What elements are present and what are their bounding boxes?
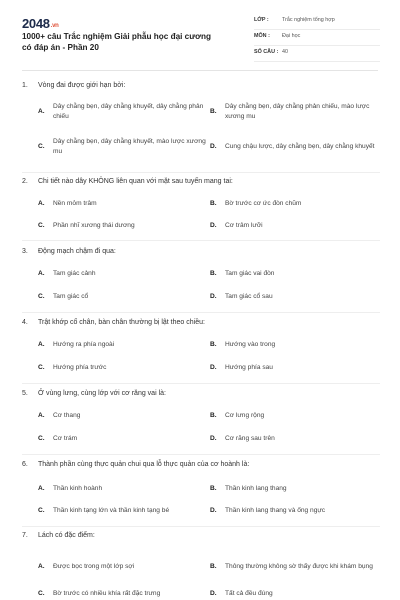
question-text: 2. Chi tiết nào dây KHÔNG liên quan với mặt sau tuyến mang tai: (22, 178, 233, 185)
meta-row-class (254, 14, 380, 30)
question-4 (22, 319, 380, 389)
option-b[interactable]: B. Thông thường không sờ thấy được khi khám bụng (210, 563, 373, 570)
page-header (0, 0, 400, 70)
meta-label: MÔN : (254, 33, 270, 39)
option-a[interactable]: A. Tam giác cảnh (38, 270, 96, 277)
header-divider (22, 70, 378, 71)
logo-main: 2048 (22, 16, 50, 31)
question-divider (22, 312, 380, 313)
meta-value: Trắc nghiệm tổng hợp (282, 17, 335, 23)
option-a[interactable]: A. Cơ thang (38, 412, 81, 419)
option-d[interactable]: D. Cơ răng sau trên (210, 435, 275, 442)
option-c[interactable]: C. Bờ trước có nhiều khía rất đặc trưng (38, 590, 161, 597)
option-c[interactable]: C. Phần nhĩ xương thái dương (38, 222, 135, 229)
option-d[interactable]: D. Tam giác cổ sau (210, 293, 273, 300)
question-6 (22, 461, 380, 531)
option-c[interactable]: C. Tam giác cổ (38, 293, 89, 300)
option-b[interactable]: B. Bờ trước cơ ức đòn chũm (210, 200, 302, 207)
meta-value: Đại học (282, 33, 301, 39)
option-d[interactable]: D. Hướng phía sau (210, 364, 273, 371)
question-1 (22, 82, 380, 178)
question-text: 5. Ở vùng lưng, cùng lớp với cơ răng vai là: (22, 390, 166, 397)
option-b[interactable]: B. Tam giác vai đòn (210, 270, 275, 277)
option-b[interactable]: B. Hướng vào trong (210, 341, 276, 348)
question-text: 7. Lách có đặc điểm: (22, 532, 95, 539)
document-title: 1000+ câu Trắc nghiệm Giải phẫu học đại cương có đáp án - Phần 20 (22, 32, 211, 52)
meta-label: SỐ CÂU : (254, 49, 279, 55)
option-a[interactable]: A. Thần kinh hoành (38, 485, 103, 492)
option-c[interactable]: C. Hướng phía trước (38, 364, 107, 371)
meta-row-count (254, 46, 380, 62)
question-divider (22, 454, 380, 455)
question-2 (22, 178, 380, 248)
question-divider (22, 240, 380, 241)
question-5 (22, 390, 380, 460)
option-c[interactable]: C. Thần kinh tạng lớn và thần kinh tạng bé (38, 507, 170, 514)
option-c[interactable]: C. Dây chằng bẹn, dây chằng khuyết, mào lược xương mu (38, 138, 206, 155)
option-c[interactable]: C. Cơ trám (38, 435, 78, 442)
option-b[interactable]: B. Dây chằng bẹn, dây chằng phản chiếu, mào lược xương mu (210, 103, 370, 120)
question-text: 1. Vòng đai được giới hạn bởi: (22, 82, 126, 89)
option-a[interactable]: A. Hướng ra phía ngoài (38, 341, 115, 348)
option-d[interactable]: D. Cơ trâm lưỡi (210, 222, 263, 229)
meta-label: LỚP : (254, 17, 269, 23)
option-d[interactable]: D. Tất cả đều đúng (210, 590, 273, 597)
option-a[interactable]: A. Dây chằng bẹn, dây chằng khuyết, dây chằng phản chiếu (38, 103, 204, 120)
option-a[interactable]: A. Được bọc trong một lớp sợi (38, 563, 135, 570)
question-text: 4. Trật khớp cổ chân, bàn chân thường bị lật theo chiều: (22, 319, 205, 326)
option-b[interactable]: B. Cơ lưng rộng (210, 412, 265, 419)
question-text: 3. Động mạch chậm đi qua: (22, 248, 116, 255)
option-d[interactable]: D. Thần kinh lang thang và ống ngực (210, 507, 326, 514)
option-d[interactable]: D. Cung chậu lược, dây chằng bẹn, dây chằng khuyết (210, 143, 375, 150)
option-b[interactable]: B. Thần kinh lang thang (210, 485, 287, 492)
question-text: 6. Thành phần cùng thực quản chui qua lỗ thực quản của cơ hoành là: (22, 461, 250, 468)
question-divider (22, 526, 380, 527)
question-3 (22, 248, 380, 318)
meta-row-subject (254, 30, 380, 46)
question-divider (22, 172, 380, 173)
question-divider (22, 383, 380, 384)
option-a[interactable]: A. Nền mỏm trâm (38, 200, 97, 207)
meta-value: 40 (282, 49, 288, 55)
logo-suffix: .vn (50, 23, 59, 29)
question-7 (22, 532, 380, 600)
site-logo[interactable] (22, 16, 59, 31)
